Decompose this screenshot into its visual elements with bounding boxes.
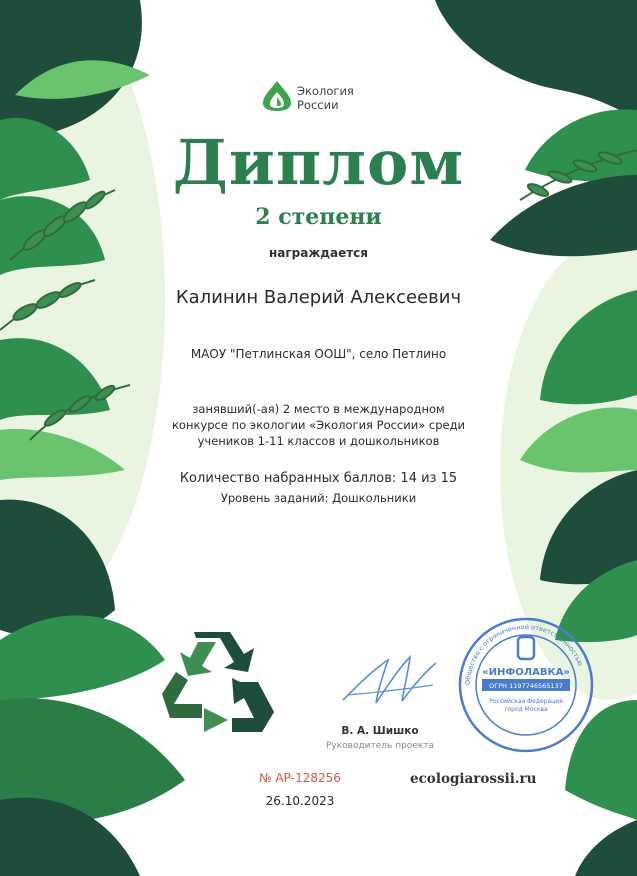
stamp-center-text: «ИНФОЛАВКА»: [482, 667, 570, 678]
awarded-label: награждается: [269, 246, 368, 260]
signer-role: Руководитель проекта: [325, 741, 435, 751]
signature: [338, 645, 443, 710]
diploma-degree: 2 степени: [255, 204, 382, 230]
website-link[interactable]: ecologiarossii.ru: [410, 771, 537, 787]
stamp-place-2: город Москва: [504, 706, 548, 713]
school-name: МАОУ "Петлинская ООШ", село Петлино: [190, 347, 447, 361]
document-number: № АР-128256: [259, 771, 341, 785]
stamp-place-1: Российская Федерация: [489, 698, 563, 705]
logo-line-1: Экология: [297, 84, 354, 98]
stamp-ogrn: ОГРН 1197746565137: [489, 682, 563, 690]
ecology-russia-logo-icon: [262, 80, 292, 112]
description-line: занявший(-ая) 2 место в международном: [192, 402, 445, 416]
description-line: учеников 1-11 классов и дошкольников: [197, 434, 440, 448]
achievement-description: [0, 401, 637, 449]
recycle-icon: [158, 632, 276, 744]
recipient-name: Калинин Валерий Алексеевич: [175, 287, 462, 308]
diploma-title: Диплом: [172, 126, 465, 199]
company-stamp: [456, 615, 596, 755]
description-line: конкурсе по экологии «Экология России» среди: [171, 418, 466, 432]
logo-line-2: России: [297, 98, 339, 112]
signer-name: В. А. Шишко: [341, 725, 419, 737]
level-line: Уровень заданий: Дошкольники: [220, 491, 417, 505]
stamp-ring-text: Общество с ограниченной ответственностью: [463, 622, 585, 686]
logo-text: [297, 84, 354, 112]
score-line: Количество набранных баллов: 14 из 15: [179, 471, 458, 486]
document-date: 26.10.2023: [265, 794, 335, 808]
